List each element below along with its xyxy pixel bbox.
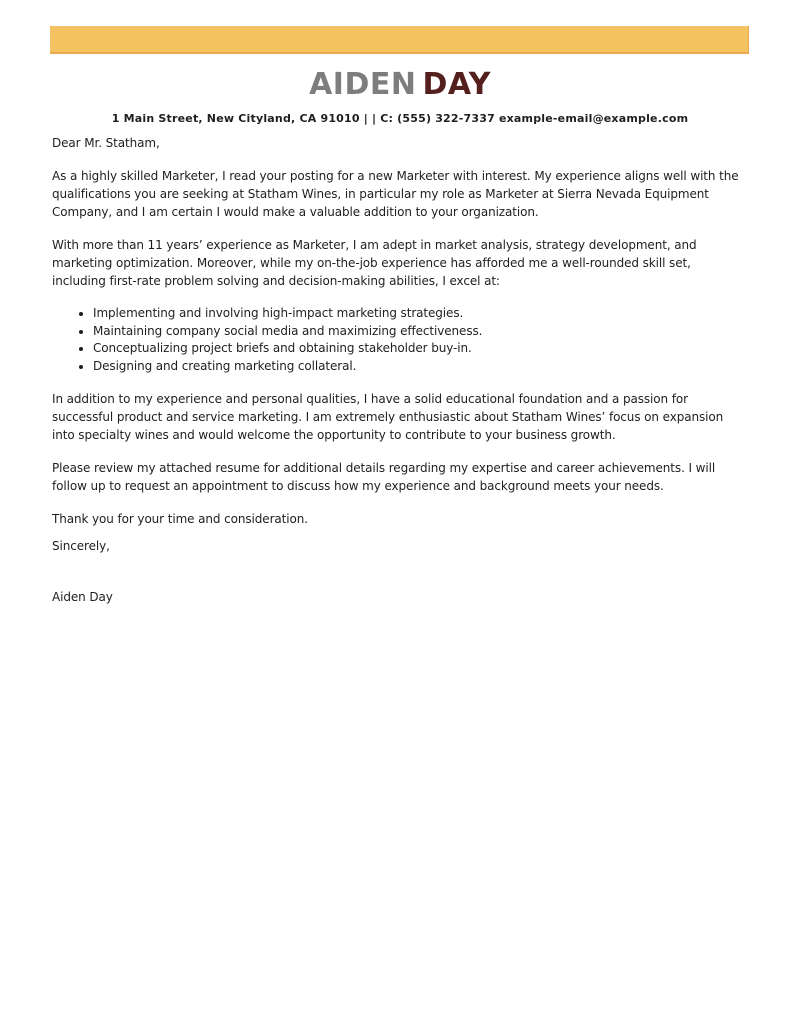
skills-list — [52, 305, 748, 375]
paragraph-follow-up: Please review my attached resume for additional details regarding my expertise and career achievements. I will follow up to request an appointment to discuss how my experience and background meets your needs. — [52, 461, 716, 493]
salutation: Dear Mr. Statham, — [52, 136, 160, 150]
applicant-first-name: AIDEN — [309, 67, 417, 102]
skills-list-item: • Implementing and involving high-impact marketing strategies. — [93, 305, 748, 323]
skills-list-item: • Maintaining company social media and maximizing effectiveness. — [93, 323, 748, 341]
paragraph-introduction: As a highly skilled Marketer, I read your posting for a new Marketer with interest. My experience aligns well with the qualifications you are seeking at Statham Wines, in particular my role as Marketer at Sierra Nevada Equipment Company, and I am certain I would make a valuable addition to your organization. — [52, 169, 739, 219]
skills-list-item: • Conceptualizing project briefs and obtaining stakeholder buy-in. — [93, 340, 748, 358]
paragraph-experience: With more than 11 years’ experience as Marketer, I am adept in market analysis, strategy development, and marketing optimization. Moreover, while my on-the-job experience has afforded me a well-rounded skill set, including first-rate problem solving and decision-making abilities, I excel at: — [52, 238, 697, 288]
skills-list-item: • Designing and creating marketing collateral. — [93, 358, 748, 376]
applicant-last-name: DAY — [422, 67, 491, 102]
letter-body — [52, 134, 748, 621]
valediction: Sincerely, — [52, 539, 110, 553]
applicant-name — [0, 68, 800, 102]
header-banner — [50, 26, 749, 54]
thank-you-line: Thank you for your time and consideration. — [52, 512, 308, 526]
contact-line: 1 Main Street, New Cityland, CA 91010 | | C: (555) 322-7337 example-email@example.com — [111, 112, 689, 125]
signature-name: Aiden Day — [52, 590, 113, 604]
paragraph-qualities: In addition to my experience and personal qualities, I have a solid educational foundation and a passion for successful product and service marketing. I am extremely enthusiastic about Statham Wines’ focus on expansion into specialty wines and would welcome the opportunity to contribute to your business growth. — [52, 392, 724, 442]
